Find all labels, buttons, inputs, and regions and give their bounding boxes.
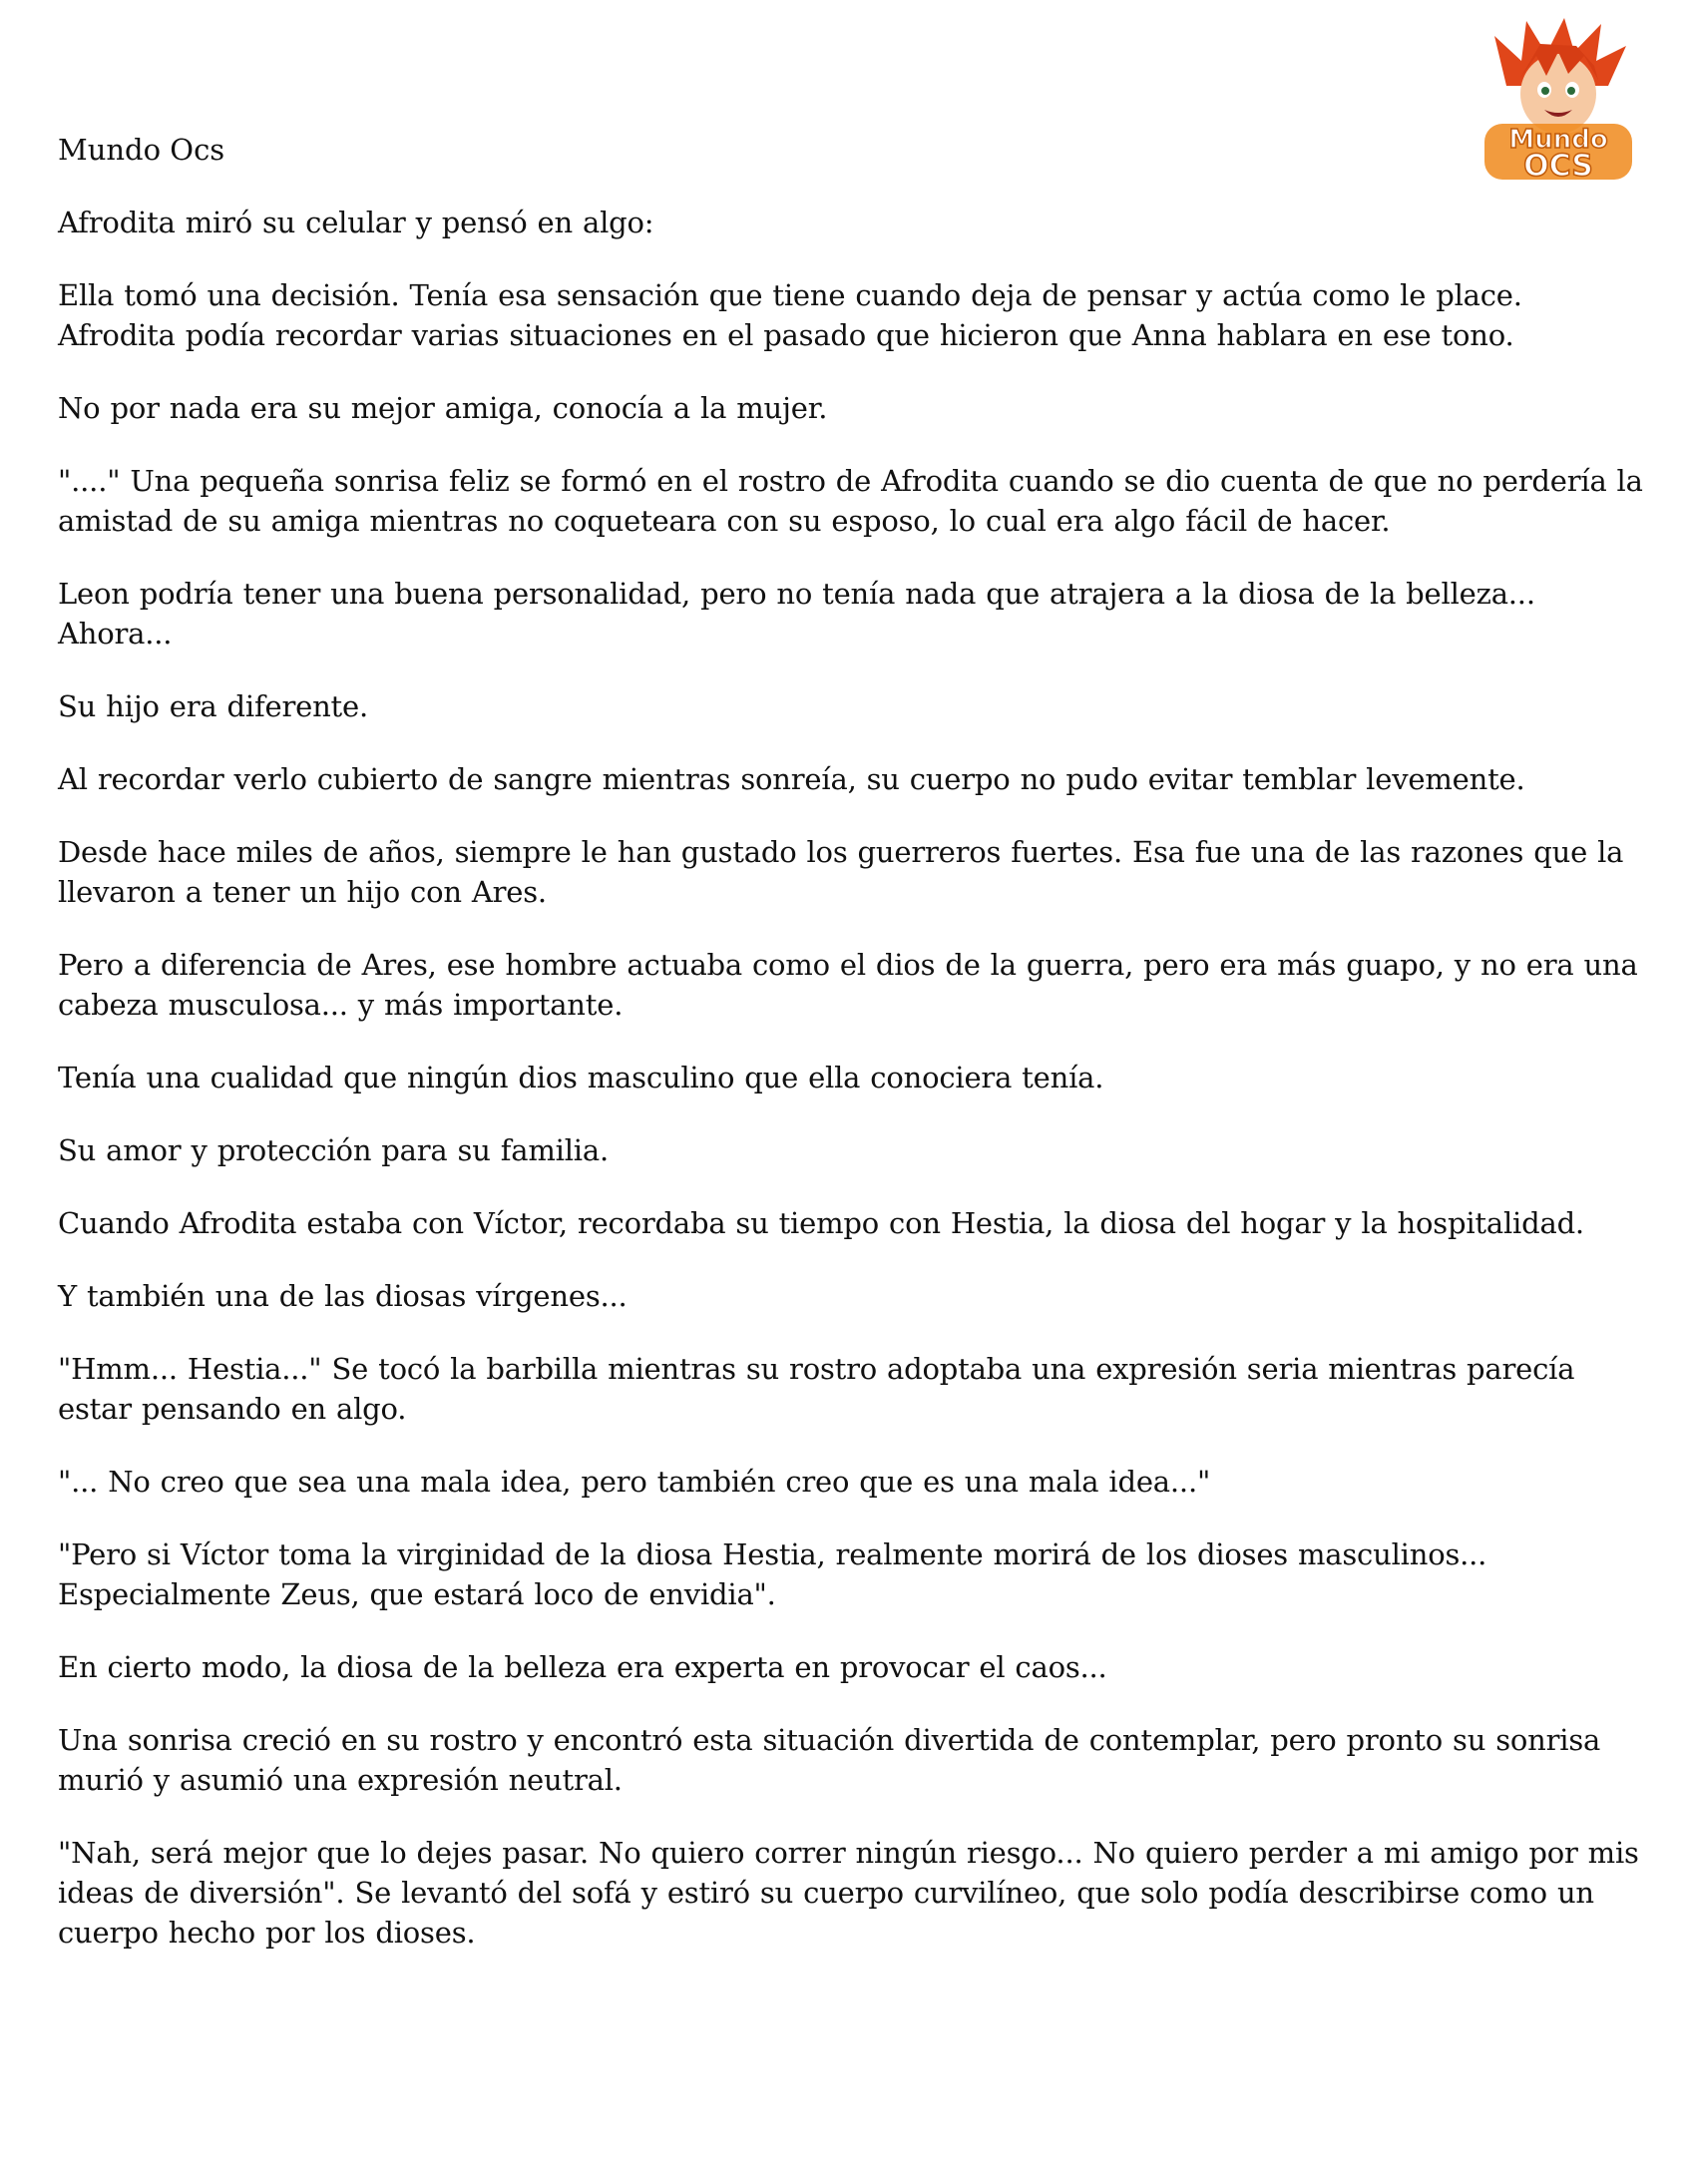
document-header: Mundo Ocs: [58, 133, 225, 167]
paragraph-1: Afrodita miró su celular y pensó en algo:: [58, 206, 654, 239]
paragraph-7: Al recordar verlo cubierto de sangre mientras sonreía, su cuerpo no pudo evitar temblar levemente.: [58, 762, 1525, 796]
paragraph-5: Leon podría tener una buena personalidad, pero no tenía nada que atrajera a la diosa de la belleza... Ahora...: [58, 577, 1535, 651]
paragraph-12: Cuando Afrodita estaba con Víctor, recordaba su tiempo con Hestia, la diosa del hogar y la hospitalidad.: [58, 1206, 1584, 1240]
paragraph-19: "Nah, será mejor que lo dejes pasar. No quiero correr ningún riesgo... No quiero perder a mi amigo por mis ideas de diversión". Se levantó del sofá y estiró su cuerpo curvilíneo, que solo podía describirse como un cuerpo hecho por los dioses.: [58, 1836, 1639, 1950]
paragraph-2: Ella tomó una decisión. Tenía esa sensación que tiene cuando deja de pensar y actúa como le place. Afrodita podía recordar varias situaciones en el pasado que hicieron que Anna hablara en ese tono.: [58, 278, 1522, 352]
paragraph-18: Una sonrisa creció en su rostro y encontró esta situación divertida de contemplar, pero pronto su sonrisa murió y asumió una expresión neutral.: [58, 1723, 1601, 1797]
paragraph-6: Su hijo era diferente.: [58, 689, 368, 723]
paragraph-4: "...." Una pequeña sonrisa feliz se formó en el rostro de Afrodita cuando se dio cuenta de que no perdería la amistad de su amiga mientras no coqueteara con su esposo, lo cual era algo fácil de hacer.: [58, 464, 1643, 538]
svg-text:Mundo: Mundo: [1508, 125, 1608, 155]
paragraph-8: Desde hace miles de años, siempre le han gustado los guerreros fuertes. Esa fue una de las razones que la llevaron a tener un hijo con Ares.: [58, 835, 1624, 909]
paragraph-10: Tenía una cualidad que ningún dios masculino que ella conociera tenía.: [58, 1061, 1104, 1094]
paragraph-13: Y también una de las diosas vírgenes...: [58, 1279, 628, 1313]
document-body: [58, 130, 1644, 1985]
svg-text:OCS: OCS: [1523, 149, 1593, 184]
paragraph-3: No por nada era su mejor amiga, conocía a la mujer.: [58, 391, 828, 425]
paragraph-17: En cierto modo, la diosa de la belleza era experta en provocar el caos...: [58, 1650, 1107, 1684]
paragraph-9: Pero a diferencia de Ares, ese hombre actuaba como el dios de la guerra, pero era más guapo, y no era una cabeza musculosa... y más importante.: [58, 948, 1638, 1022]
paragraph-16: "Pero si Víctor toma la virginidad de la diosa Hestia, realmente morirá de los dioses masculinos... Especialmente Zeus, que estará loco de envidia".: [58, 1537, 1487, 1611]
paragraph-15: "... No creo que sea una mala idea, pero también creo que es una mala idea...": [58, 1465, 1211, 1499]
paragraph-11: Su amor y protección para su familia.: [58, 1133, 609, 1167]
paragraph-14: "Hmm... Hestia..." Se tocó la barbilla mientras su rostro adoptaba una expresión seria mientras parecía estar pensando en algo.: [58, 1352, 1575, 1426]
